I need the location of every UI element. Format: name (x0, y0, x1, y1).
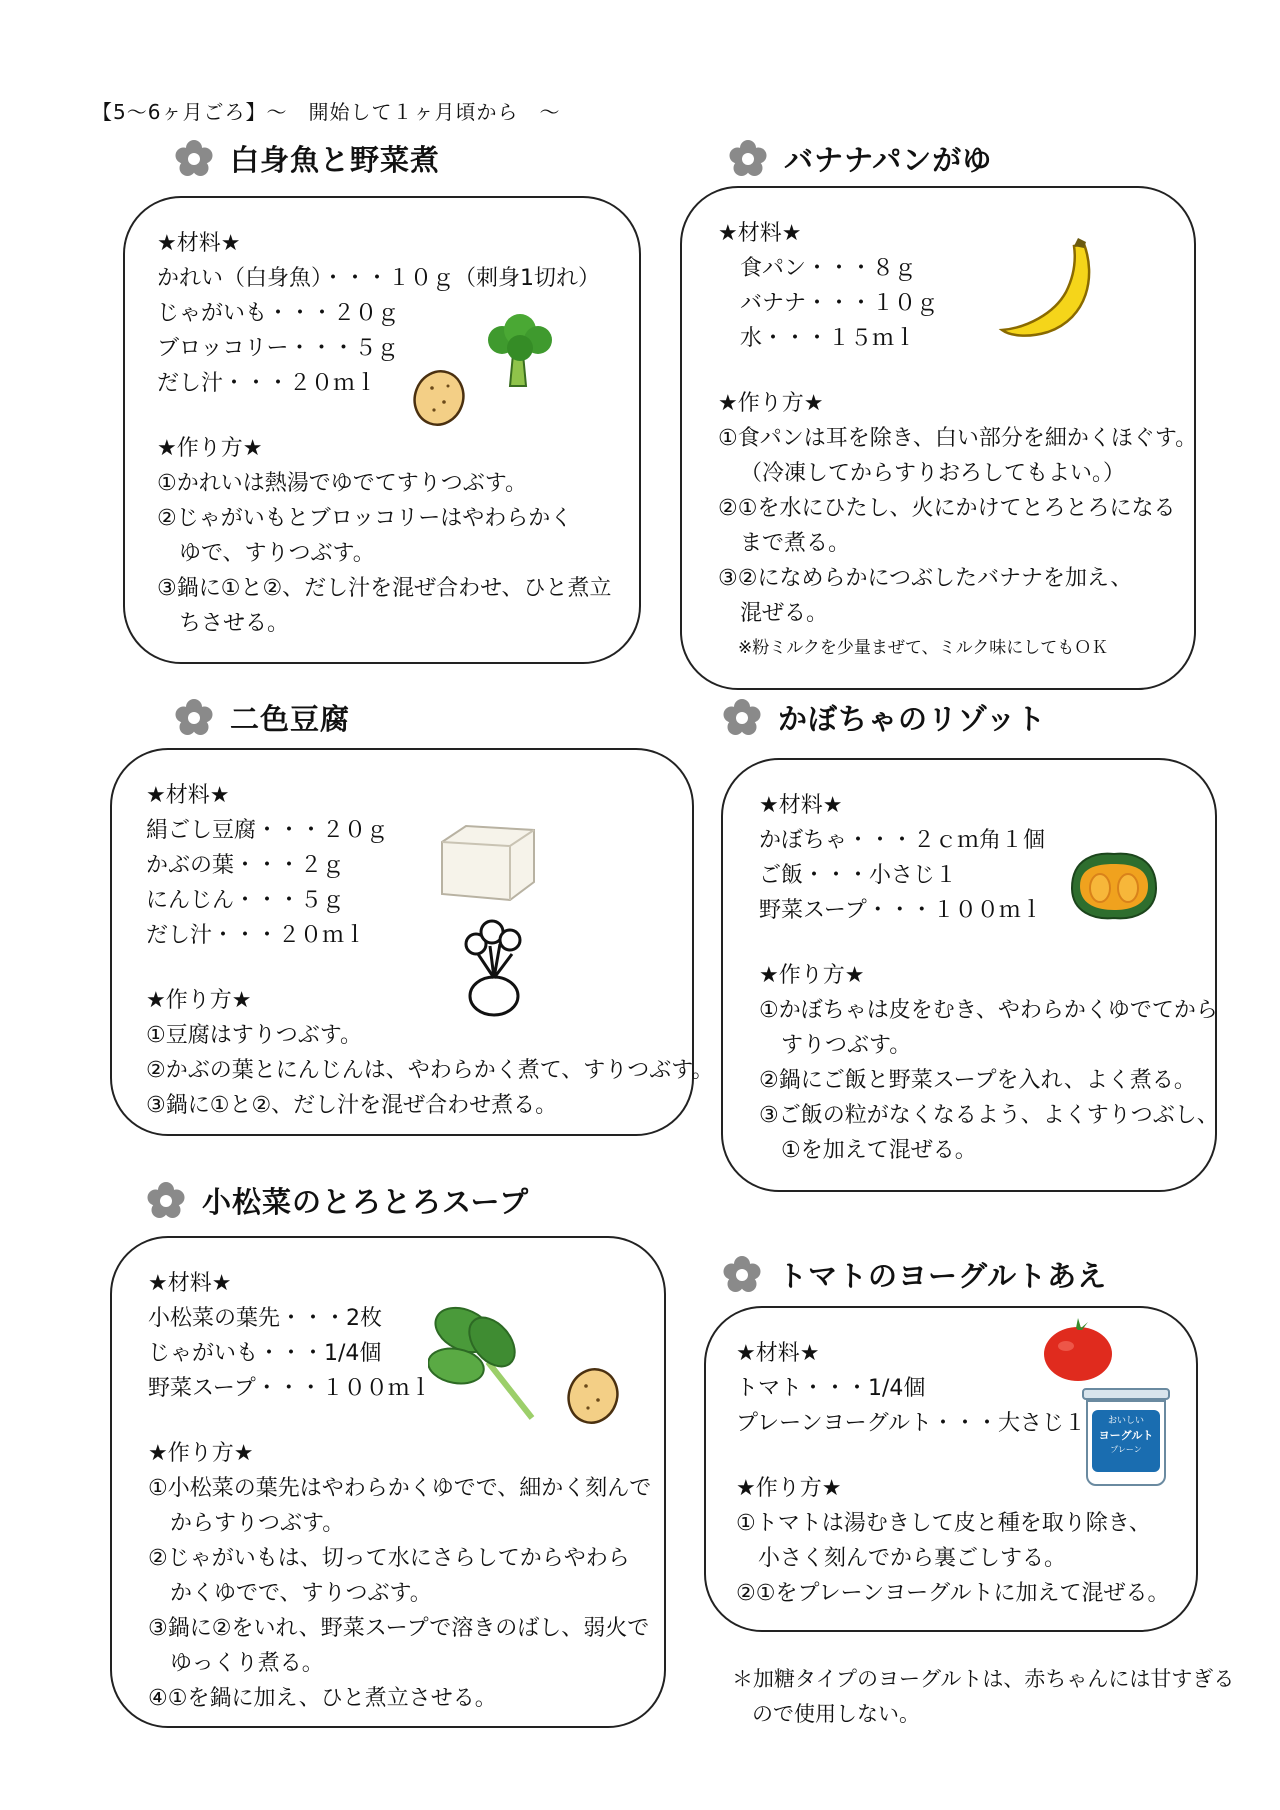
footnote-line: ので使用しない。 (752, 1702, 920, 1726)
materials-label: ★材料★ (759, 793, 843, 818)
step: ③鍋に②をいれ、野菜スープで溶きのばし、弱火で (148, 1616, 650, 1641)
potato-icon (410, 368, 468, 428)
broccoli-icon (480, 310, 560, 390)
recipe-title-tomato (722, 1254, 1107, 1295)
step: ②かぶの葉とにんじんは、やわらかく煮て、すりつぶす。 (146, 1058, 714, 1083)
materials-label: ★材料★ (146, 783, 230, 808)
flower-icon (728, 139, 768, 179)
method-label: ★作り方★ (736, 1476, 842, 1501)
step: ②①を水にひたし、火にかけてとろとろになる (718, 496, 1176, 521)
step: ②じゃがいもとブロッコリーはやわらかく (157, 506, 573, 531)
recipe-box-kabocha (721, 758, 1217, 1192)
ingredient: じゃがいも・・・２０ｇ (157, 301, 400, 326)
footnote-line: ＊加糖タイプのヨーグルトは、赤ちゃんには甘すぎる (732, 1667, 1235, 1691)
ingredient: 野菜スープ・・・１００ｍｌ (759, 898, 1043, 923)
ingredient: 食パン・・・８ｇ (740, 256, 917, 281)
step: かくゆでで、すりつぶす。 (170, 1581, 432, 1606)
ingredient: 野菜スープ・・・１００ｍｌ (148, 1376, 432, 1401)
step: 小さく刻んでから裏ごしする。 (758, 1546, 1067, 1571)
recipe-box-nishoku (110, 748, 714, 1136)
ingredient: だし汁・・・２０ｍｌ (146, 923, 367, 948)
step: ①トマトは湯むきして皮と種を取り除き、 (736, 1511, 1151, 1536)
step: すりつぶす。 (781, 1033, 912, 1058)
recipe-title-text: かぼちゃのリゾット (778, 702, 1047, 736)
page-header: 【5～6ヶ月ごろ】～ 開始して１ヶ月頃から ～ (92, 100, 561, 124)
recipe-title-nishoku (174, 697, 350, 738)
step: ①を加えて混ぜる。 (781, 1138, 977, 1163)
step: ①小松菜の葉先はやわらかくゆでで、細かく刻んで (148, 1476, 652, 1501)
ingredient: かぼちゃ・・・２ｃｍ角１個 (759, 828, 1046, 853)
yogurt-label-sub: プレーン (1110, 1445, 1142, 1454)
recipe-title-banana (728, 138, 992, 179)
step: ③②になめらかにつぶしたバナナを加え、 (718, 566, 1133, 591)
ingredient: バナナ・・・１０ｇ (740, 291, 939, 316)
step: ①かれいは熱湯でゆでてすりつぶす。 (157, 471, 527, 496)
ingredient: かぶの葉・・・２ｇ (146, 853, 345, 878)
potato-icon (564, 1366, 622, 1426)
recipe-title-kabocha (722, 697, 1046, 738)
step: ④①を鍋に加え、ひと煮立させる。 (148, 1686, 497, 1711)
method-label: ★作り方★ (148, 1441, 254, 1466)
note: ※粉ミルクを少量まぜて、ミルク味にしてもＯＫ (738, 638, 1109, 658)
step: ②①をプレーンヨーグルトに加えて混ぜる。 (736, 1581, 1170, 1606)
step: ②鍋にご飯と野菜スープを入れ、よく煮る。 (759, 1068, 1196, 1093)
step: からすりつぶす。 (170, 1511, 345, 1536)
recipe-box-banana (680, 186, 1196, 690)
yogurt-label-top: おいしい (1107, 1416, 1144, 1426)
ingredient: プレーンヨーグルト・・・大さじ１ (736, 1411, 1087, 1436)
recipe-title-text: 二色豆腐 (230, 702, 351, 736)
flower-icon (722, 698, 762, 738)
materials-label: ★材料★ (157, 231, 241, 256)
ingredient: じゃがいも・・・1/4個 (148, 1341, 382, 1366)
recipe-box-komatsuna (110, 1236, 666, 1728)
ingredient: ご飯・・・小さじ１ (759, 863, 958, 888)
step: ③鍋に①と②、だし汁を混ぜ合わせ、ひと煮立 (157, 576, 612, 601)
pumpkin-icon (1066, 848, 1162, 922)
banana-icon (996, 236, 1108, 344)
step: ①食パンは耳を除き、白い部分を細かくほぐす。 (718, 426, 1198, 451)
flower-icon (146, 1181, 186, 1221)
tomato-icon (1040, 1316, 1116, 1384)
recipe-box-shiromi (123, 196, 641, 664)
step: ②じゃがいもは、切って水にさらしてからやわら (148, 1546, 630, 1571)
ingredient: 小松菜の葉先・・・2枚 (148, 1306, 382, 1331)
method-label: ★作り方★ (759, 963, 865, 988)
step: ①豆腐はすりつぶす。 (146, 1023, 362, 1048)
step: まで煮る。 (740, 531, 851, 556)
step: ちさせる。 (179, 611, 290, 636)
recipe-title-shiromi (174, 138, 440, 179)
materials-label: ★材料★ (736, 1341, 820, 1366)
ingredient: にんじん・・・５ｇ (146, 888, 345, 913)
komatsuna-icon (428, 1292, 542, 1422)
tofu-icon (436, 820, 540, 906)
turnip-icon (460, 918, 528, 1018)
ingredient: 絹ごし豆腐・・・２０ｇ (146, 818, 389, 843)
recipe-title-text: 白身魚と野菜煮 (230, 143, 441, 177)
ingredient: 水・・・１５ｍｌ (740, 326, 917, 351)
method-label: ★作り方★ (718, 391, 824, 416)
step: ゆっくり煮る。 (170, 1651, 324, 1676)
flower-icon (722, 1255, 762, 1295)
recipe-title-text: トマトのヨーグルトあえ (778, 1259, 1108, 1293)
flower-icon (174, 139, 214, 179)
step: ③ご飯の粒がなくなるよう、よくすりつぶし、 (759, 1103, 1219, 1128)
step: ゆで、すりつぶす。 (179, 541, 375, 566)
method-label: ★作り方★ (146, 988, 252, 1013)
ingredient: だし汁・・・２０ｍｌ (157, 371, 378, 396)
materials-label: ★材料★ (718, 221, 802, 246)
flower-icon (174, 698, 214, 738)
yogurt-label-main: ヨーグルト (1098, 1429, 1154, 1442)
yogurt-cup-icon (1082, 1388, 1170, 1488)
step: ①かぼちゃは皮をむき、やわらかくゆでてから (759, 998, 1218, 1023)
step: （冷凍してからすりおろしてもよい。） (740, 461, 1126, 486)
materials-label: ★材料★ (148, 1271, 232, 1296)
recipe-title-text: バナナパンがゆ (784, 143, 993, 177)
ingredient: トマト・・・1/4個 (736, 1376, 926, 1401)
method-label: ★作り方★ (157, 436, 263, 461)
recipe-title-komatsuna (146, 1180, 529, 1221)
footnote (732, 1662, 1234, 1732)
ingredient: ブロッコリー・・・５ｇ (157, 336, 399, 361)
step: ③鍋に①と②、だし汁を混ぜ合わせ煮る。 (146, 1093, 558, 1118)
ingredient: かれい（白身魚）・・・１０ｇ（刺身1切れ） (157, 266, 600, 291)
recipe-title-text: 小松菜のとろとろスープ (202, 1185, 530, 1219)
step: 混ぜる。 (740, 601, 829, 626)
